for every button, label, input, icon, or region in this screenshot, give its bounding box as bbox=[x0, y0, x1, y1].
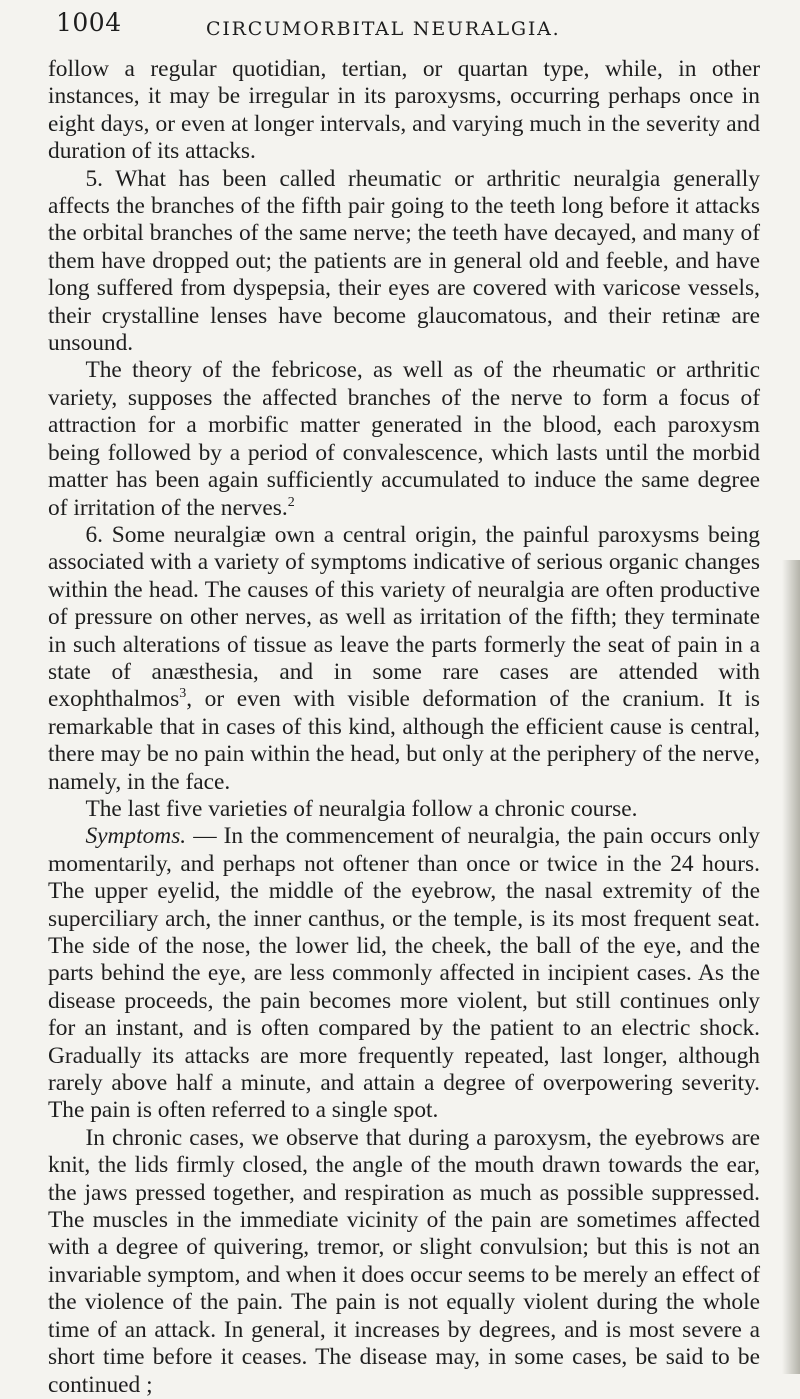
page-number: 1004 bbox=[56, 8, 122, 37]
running-head: CIRCUMORBITAL NEURALGIA. bbox=[206, 18, 561, 40]
paragraph-chronic-course: The last five varieties of neuralgia follow a chronic course. bbox=[85, 795, 638, 822]
paragraph-symptoms: Symptoms. — In the commencement of neuralgia, the pain occurs only momentarily, and perhaps not oftener than once or twice in the 24 hours. The upper eyelid, the middle of the eyebrow, the nasal extremity of the superciliary arch, the inner canthus, or the temple, is its most frequent seat. The side of the nose, the lower lid, the cheek, the ball of the eye, and the parts behind the eye, are less commonly affected in incipient cases. As the disease proceeds, the pain becomes more violent, but still continues only for an instant, and is often compared by the patient to an electric shock. Gradually its attacks are more frequently repeated, last longer, although rarely above half a minute, and attain a degree of overpowering severity. The pain is often referred to a single spot. bbox=[48, 823, 760, 1124]
paragraph-continuation: follow a regular quotidian, tertian, or quartan type, while, in other instances, it may be irregular in its paroxysms, occurring perhaps once in eight days, or even at longer intervals, and varying much in the severity and duration of its attacks. bbox=[48, 56, 760, 165]
paragraph-chronic-cases: In chronic cases, we observe that during a paroxysm, the eyebrows are knit, the lids firmly closed, the angle of the mouth drawn towards the ear, the jaws pressed together, and respiration as much as possible suppressed. The muscles in the immediate vicinity of the pain are sometimes affected with a degree of quivering, tremor, or slight convulsion; but this is not an invariable symptom, and when it does occur seems to be merely an effect of the violence of the pain. The pain is not equally violent during the whole time of an attack. In general, it increases by degrees, and is most severe a short time before it ceases. The disease may, in some cases, be said to be continued ; bbox=[48, 1124, 760, 1398]
section-label: Symptoms. bbox=[85, 823, 187, 850]
page-edge-shadow bbox=[782, 560, 800, 1374]
body-text bbox=[48, 56, 760, 1399]
footnote-marker: 3 bbox=[179, 685, 187, 702]
page-header bbox=[56, 6, 746, 50]
paragraph-central-origin: 6. Some neuralgiæ own a central origin, the painful paroxysms being associated with a variety of symptoms indicative of serious organic changes within the head. The causes of this variety of neuralgia are often productive of pressure on other nerves, as well as irritation of the fifth; they terminate in such alterations of tissue as leave the parts formerly the seat of pain in a state of anæsthesia, and in some rare cases are attended with exophthalmos$^3$, or even with visible deformation of the cranium. It is remarkable that in cases of this kind, although the efficient cause is central, there may be no pain within the head, but only at the periphery of the nerve, namely, in the face. bbox=[48, 521, 760, 795]
paragraph-theory: The theory of the febricose, as well as of the rheumatic or arthritic variety, supposes the affected branches of the nerve to form a focus of attraction for a morbific matter generated in the blood, each paroxysm being followed by a period of convalescence, which lasts until the morbid matter has been again sufficiently accumulated to induce the same degree of irritation of the nerves.$^2$ bbox=[48, 357, 760, 521]
paragraph-rheumatic-neuralgia: 5. What has been called rheumatic or arthritic neuralgia generally affects the branches of the fifth pair going to the teeth long before it attacks the orbital branches of the same nerve; the teeth have decayed, and many of them have dropped out; the patients are in general old and feeble, and have long suffered from dyspepsia, their eyes are covered with varicose vessels, their crystalline lenses have become glaucomatous, and their retinæ are unsound. bbox=[48, 165, 760, 357]
footnote-marker: 2 bbox=[287, 493, 295, 510]
